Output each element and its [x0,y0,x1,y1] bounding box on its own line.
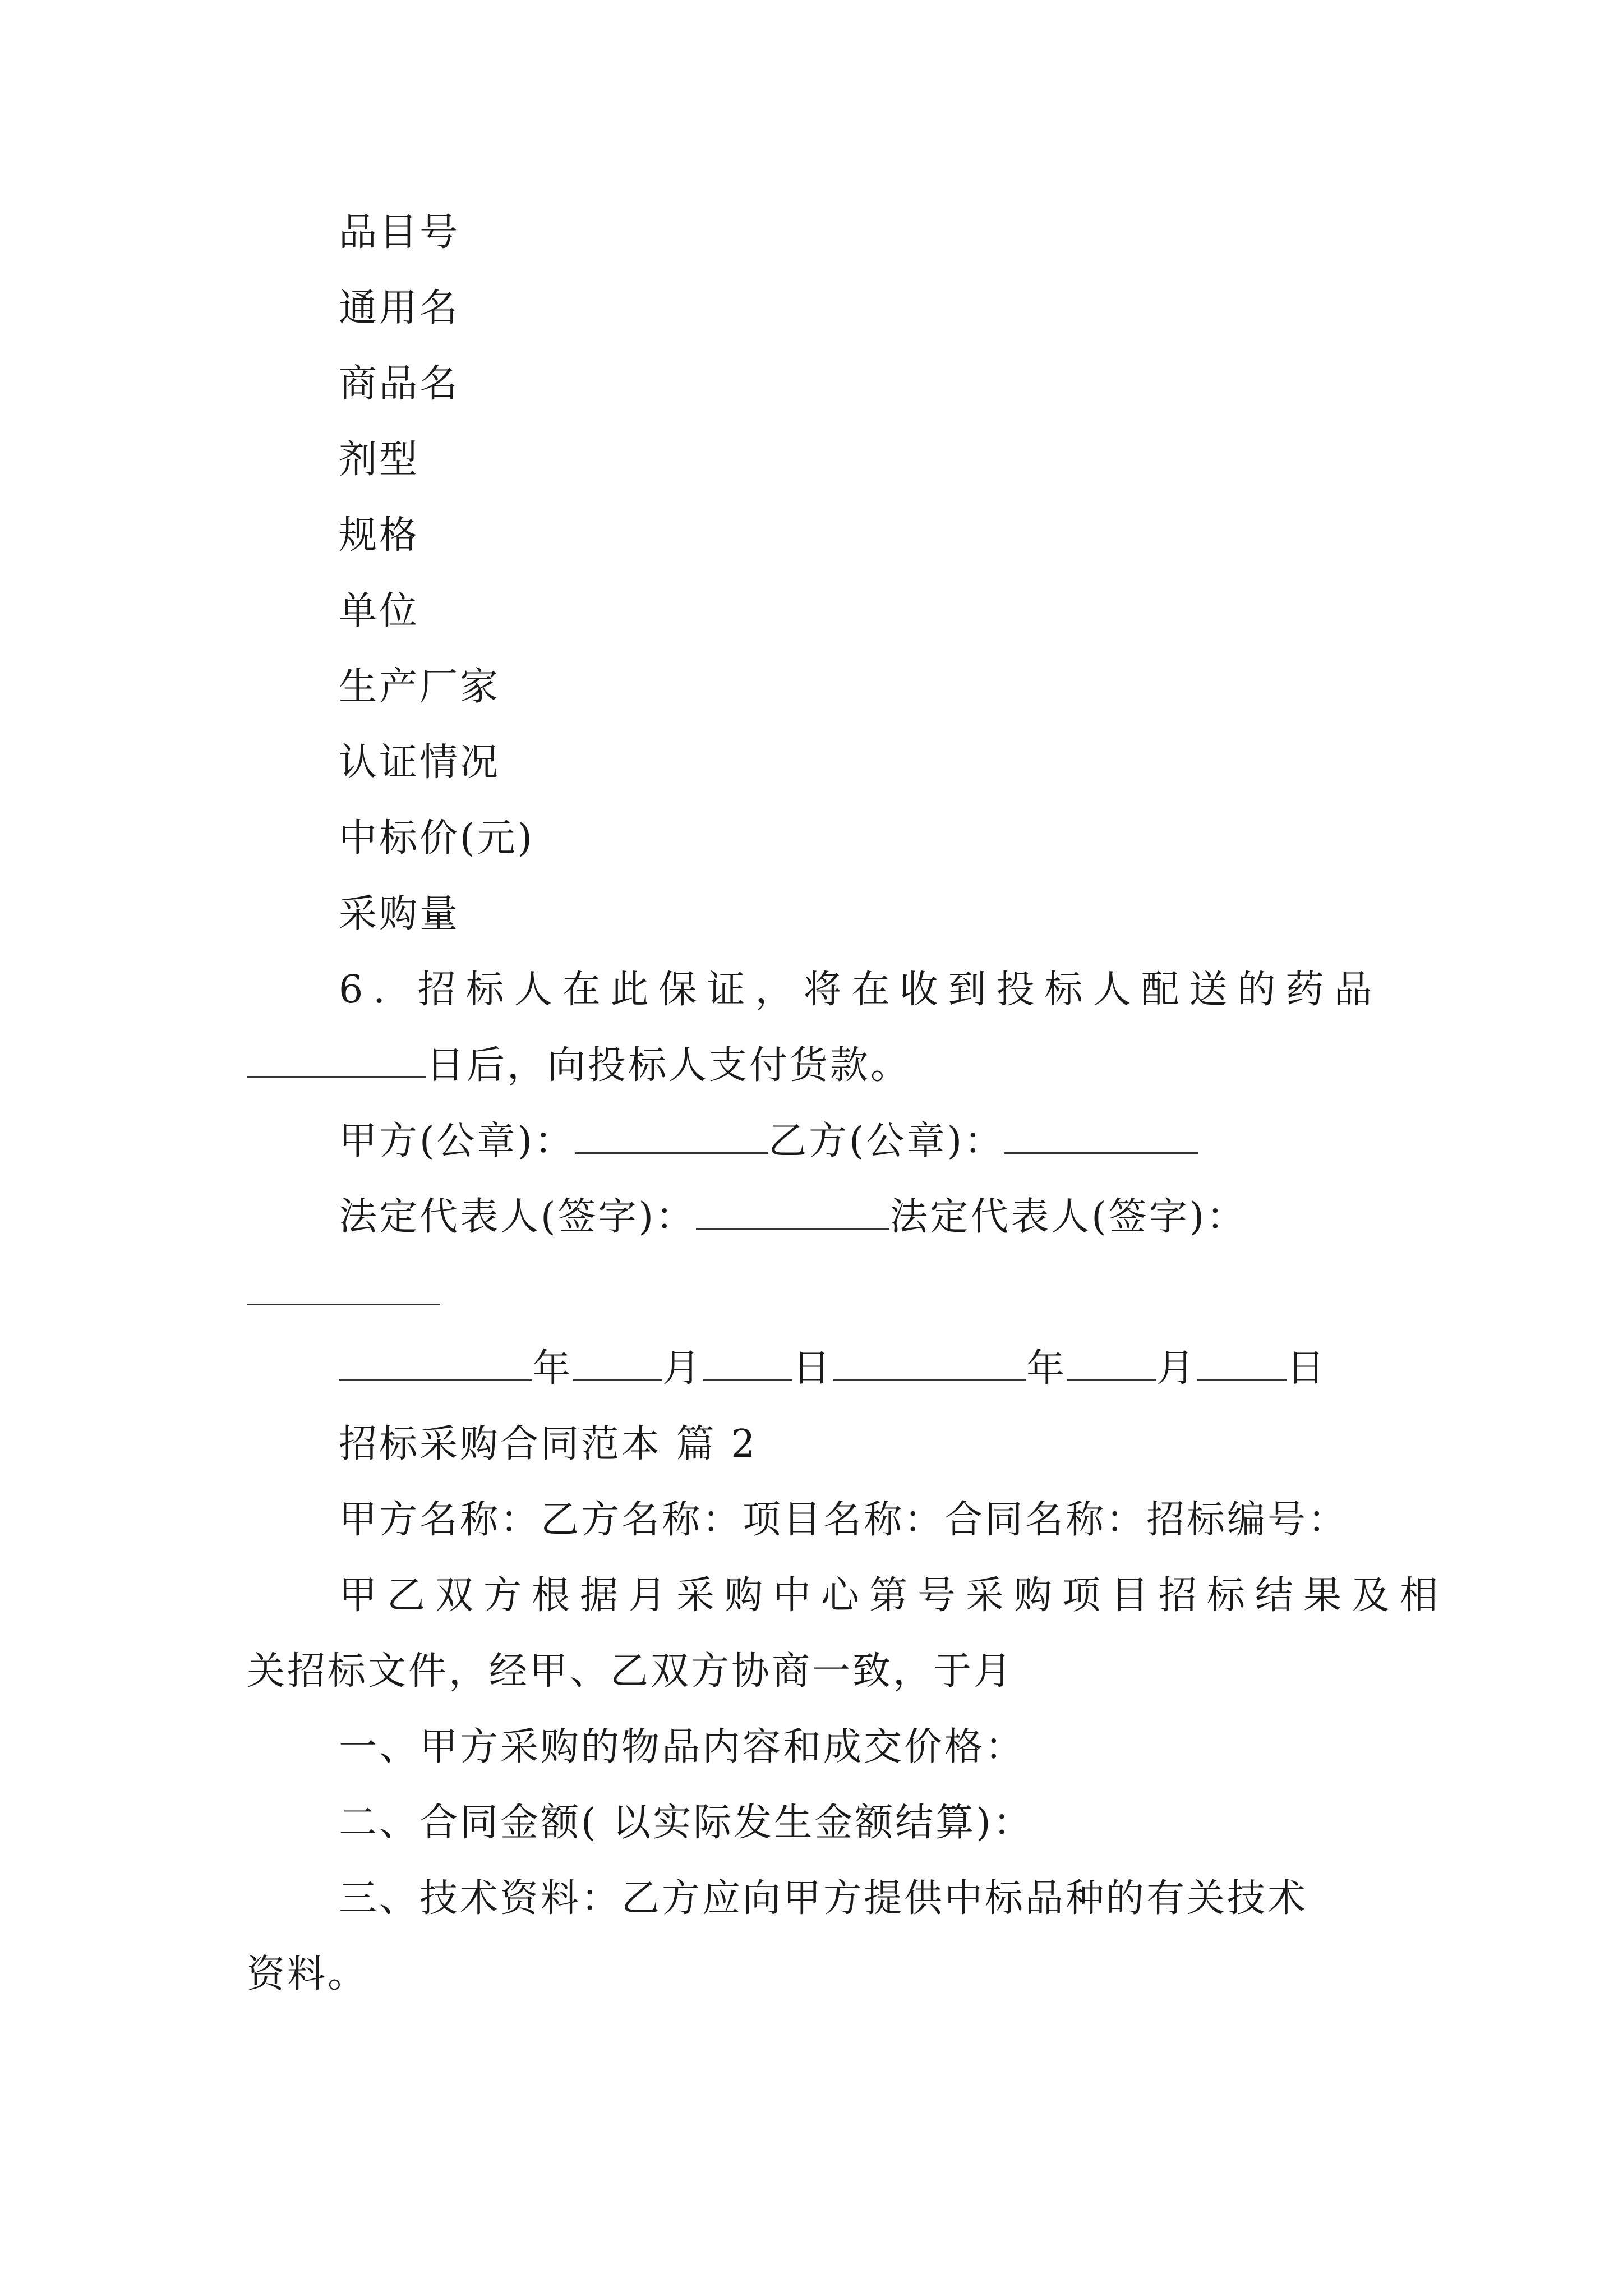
blank-month-a [573,1345,662,1381]
blank-legal-rep-a [696,1193,889,1230]
party-b-seal-label: 乙方(公章)： [768,1119,1005,1163]
legal-rep-b-label: 法定代表人(签字)： [889,1195,1247,1239]
section-2-title: 招标采购合同范本 篇 2 [339,1422,758,1466]
month-label: 月 [662,1346,703,1391]
section-2-clause-3-line1: 三、技术资料：乙方应向甲方提供中标品种的有关技术 [339,1876,1308,1921]
legal-rep-line [339,1192,1247,1243]
item-label: 规格 [339,513,420,558]
item-label: 通用名 [339,286,460,330]
item-label: 剂型 [339,438,420,482]
blank-legal-rep-b [247,1269,440,1305]
blank-party-b-seal [1004,1117,1198,1154]
item-label: 单位 [339,589,420,633]
section-2-clause-3-line2: 资料。 [247,1952,368,1996]
legal-rep-a-label: 法定代表人(签字)： [339,1195,697,1239]
blank-days [247,1042,426,1078]
date-line [339,1343,1327,1394]
legal-rep-b-blank-line [247,1268,440,1318]
day-label: 日 [792,1346,833,1391]
section-2-intro-line2: 关招标文件，经甲、乙双方协商一致，于月 [247,1649,1015,1694]
item-label: 品目号 [339,210,460,255]
blank-day-a [703,1345,792,1381]
item-label: 采购量 [339,892,460,936]
item-label: 商品名 [339,362,460,406]
blank-year-a [339,1345,532,1381]
seal-line [339,1116,1198,1167]
blank-party-a-seal [575,1117,768,1154]
blank-year-b [833,1345,1026,1381]
month-label: 月 [1156,1346,1197,1391]
item-label: 认证情况 [339,740,501,785]
section-2-clause-1: 一、甲方采购的物品内容和成交价格： [339,1725,1026,1769]
clause-6-line2 [247,1041,911,1091]
party-a-seal-label: 甲方(公章)： [339,1119,575,1163]
clause-6-line1: 6. 招标人在此保证，将在收到投标人配送的药品 [339,968,1382,1012]
section-2-intro-line1: 甲乙双方根据月采购中心第号采购项目招标结果及相 [339,1573,1449,1618]
year-label: 年 [1026,1346,1067,1391]
item-label: 中标价(元) [339,816,535,861]
year-label: 年 [532,1346,573,1391]
item-label: 生产厂家 [339,665,501,709]
blank-month-b [1067,1345,1156,1381]
day-label: 日 [1287,1346,1327,1391]
clause-6-line2-text: 日后，向投标人支付货款。 [426,1043,911,1088]
section-2-header-fields: 甲方名称：乙方名称：项目名称：合同名称：招标编号： [339,1498,1349,1542]
section-2-clause-2: 二、合同金额( 以实际发生金额结算)： [339,1801,1034,1845]
blank-day-b [1197,1345,1287,1381]
